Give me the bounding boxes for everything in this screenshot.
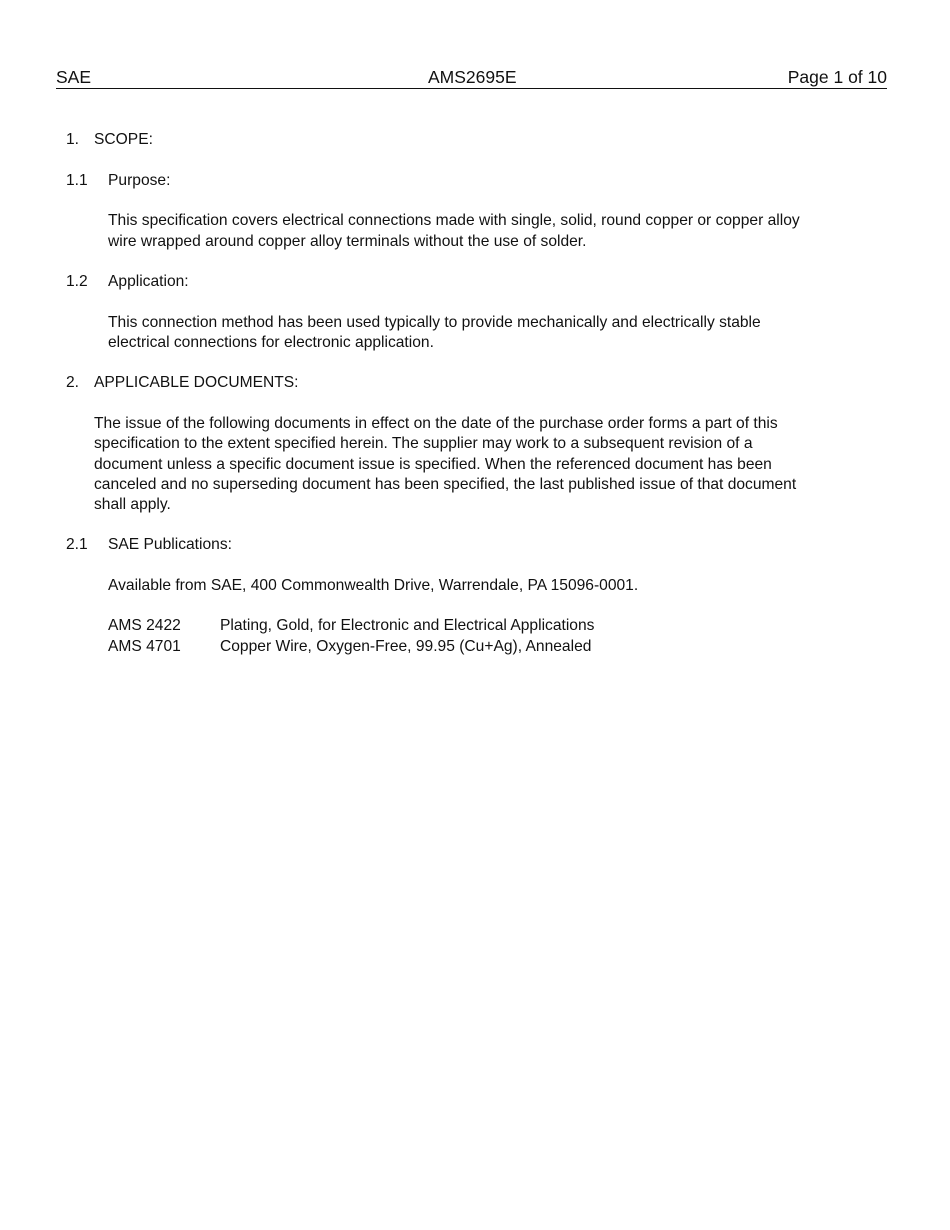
section-heading: APPLICABLE DOCUMENTS:: [94, 374, 299, 391]
paragraph-line: The issue of the following documents in effect on the date of the purchase order forms a part of this: [94, 415, 778, 432]
section-heading: Application:: [108, 273, 189, 290]
section-number: 1.: [66, 131, 80, 148]
reference-title: Plating, Gold, for Electronic and Electrical Applications: [220, 617, 595, 634]
section-heading: SCOPE:: [94, 131, 153, 148]
availability-note: Available from SAE, 400 Commonwealth Drive, Warrendale, PA 15096-0001.: [108, 577, 639, 594]
paragraph-line: specification to the extent specified herein. The supplier may work to a subsequent revision of a: [94, 435, 753, 452]
reference-code: AMS 2422: [108, 617, 181, 634]
paragraph-line: document unless a specific document issue is specified. When the referenced document has been: [94, 456, 772, 473]
section-number: 2.1: [66, 536, 88, 553]
reference-code: AMS 4701: [108, 638, 181, 655]
paragraph-line: wire wrapped around copper alloy terminals without the use of solder.: [108, 233, 587, 250]
paragraph-line: shall apply.: [94, 496, 171, 513]
header-document-number: AMS2695E: [428, 67, 517, 87]
header-page-number: Page 1 of 10: [787, 67, 887, 87]
paragraph-line: canceled and no superseding document has been specified, the last published issue of that document: [94, 476, 797, 493]
page-header: [56, 66, 887, 89]
paragraph-line: electrical connections for electronic application.: [108, 334, 434, 351]
section-number: 2.: [66, 374, 80, 391]
section-number: 1.1: [66, 172, 88, 189]
paragraph-line: This specification covers electrical connections made with single, solid, round copper or copper alloy: [108, 212, 800, 229]
reference-title: Copper Wire, Oxygen-Free, 99.95 (Cu+Ag), Annealed: [220, 638, 592, 655]
section-number: 1.2: [66, 273, 88, 290]
section-heading: SAE Publications:: [108, 536, 232, 553]
header-organization: SAE: [56, 67, 92, 87]
paragraph-line: This connection method has been used typically to provide mechanically and electrically stable: [108, 314, 761, 331]
section-heading: Purpose:: [108, 172, 171, 189]
